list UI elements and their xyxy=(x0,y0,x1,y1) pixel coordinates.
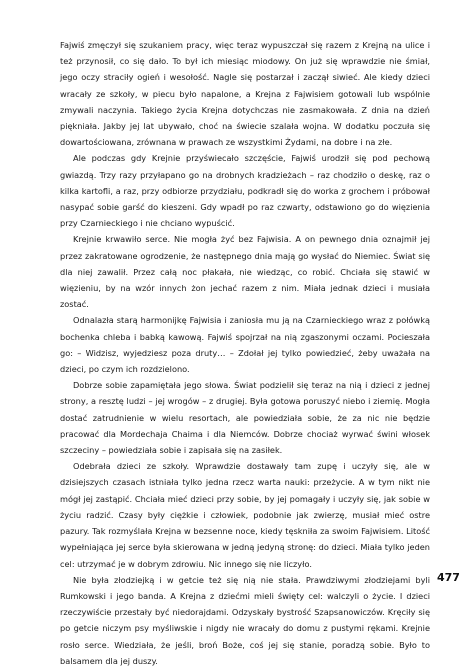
page-number: 477 xyxy=(437,571,460,584)
paragraph-5: Dobrze sobie zapamiętała jego słowa. Świat podzielił się teraz na nią i dzieci z jednej strony, a resztę ludzi – jej wrogów – z drugiej. Była gotowa poruszyć niebo i ziemię. Mogła dostać zatrudnienie w wielu resortach, ale powiedziała sobie, że za nic nie będzie pracować dla Mordechaja Chaima i dla Niemców. Dobrze chociaż wyrwać świni włosek szczeciny – powiedziała sobie i zapisała się na zasiłek. xyxy=(60,380,430,456)
paragraph-7: Nie była złodziejką i w getcie też się nią nie stała. Prawdziwymi złodziejami byli Rumkowski i jego banda. A Krejna z dziećmi mieli święty cel: walczyli o życie. I dzieci rzeczywiście przestały być niedorajdami. Odzyskały bystrość Szapsanowiczów. Kręciły się po getcie niczym psy myśliwskie i nigdy nie wracały do domu z pustymi rękami. Krejnie rosło serce. Wiedziała, że jeśli, broń Boże, coś jej się stanie, poradzą sobie. Było to balsamem dla jej duszy. xyxy=(60,574,430,666)
paragraph-6: Odebrała dzieci ze szkoły. Wprawdzie dostawały tam zupę i uczyły się, ale w dzisiejszych czasach istniała tylko jedna rzecz warta nauki: przeżycie. A w tym nikt nie mógł jej zastąpić. Chciała mieć dzieci przy sobie, by jej pomagały i uczyły się, jak sobie w życiu radzić. Czasy były ciężkie i człowiek, podobnie jak zwierzę, musiał mieć ostre pazury. Tak rozmyślała Krejna w bezsenne noce, kiedy tęskniła za swoim Fajwisiem. Litość wypełniająca jej serce była skierowana w jedną jedyną stronę: do dzieci. Miała tylko jeden cel: utrzymać je w dobrym zdrowiu. Nic innego się nie liczyło. xyxy=(60,461,430,569)
paragraph-2: Ale podczas gdy Krejnie przyświecało szczęście, Fajwiś urodził się pod pechową gwiazdą. Trzy razy przyłapano go na drobnych kradzieżach – raz chodziło o deskę, raz o kilka kartofli, a raz, przy odbiorze przydziału, podkradł się do worka z grochem i próbował nasypać sobie garść do kieszeni. Gdy wpadł po raz czwarty, odstawiono go do więzienia przy Czarnieckiego i nie chciano wypuścić. xyxy=(60,153,430,229)
paragraph-1: Fajwiś zmęczył się szukaniem pracy, więc teraz wypuszczał się razem z Krejną na ulice i też przynosił, co się dało. To był ich miesiąc miodowy. On już się wprawdzie nie śmiał, jego oczy straciły ogień i wesołość. Nagle się postarzał i zaczął siwieć. Ale kiedy dzieci wracały ze szkoły, w piecu było napalone, a Krejna z Fajwisiem gotowali lub wspólnie zmywali naczynia. Takiego życia Krejna dotychczas nie zasmakowała. Z dnia na dzień piękniała. Jakby jej lat ubywało, choć na świecie szalała wojna. W dodatku poczuła się dowartościowana, zrównana w prawach ze wszystkimi Żydami, na dobre i na złe. xyxy=(60,40,430,148)
paragraph-4: Odnalazła starą harmonijkę Fajwisia i zaniosła mu ją na Czarnieckiego wraz z połówką bochenka chleba i babką kawową. Fajwiś spojrzał na nią zgaszonymi oczami. Pocieszała go: – Widzisz, wyjedziesz poza druty… – Zdołał jej tylko powiedzieć, żeby uważała na dzieci, po czym ich rozdzielono. xyxy=(60,315,430,375)
body-text xyxy=(60,37,430,669)
paragraph-3: Krejnie krwawiło serce. Nie mogła żyć bez Fajwisia. A on pewnego dnia oznajmił jej przez zakratowane ogrodzenie, że następnego dnia mają go wysłać do Niemiec. Świat się dla niej zawalił. Przez całą noc płakała, nie wiedząc, co robić. Chciała się stawić w więzieniu, by na wzór innych żon jechać razem z nim. Miała jednak dzieci i musiała zostać. xyxy=(60,234,430,310)
